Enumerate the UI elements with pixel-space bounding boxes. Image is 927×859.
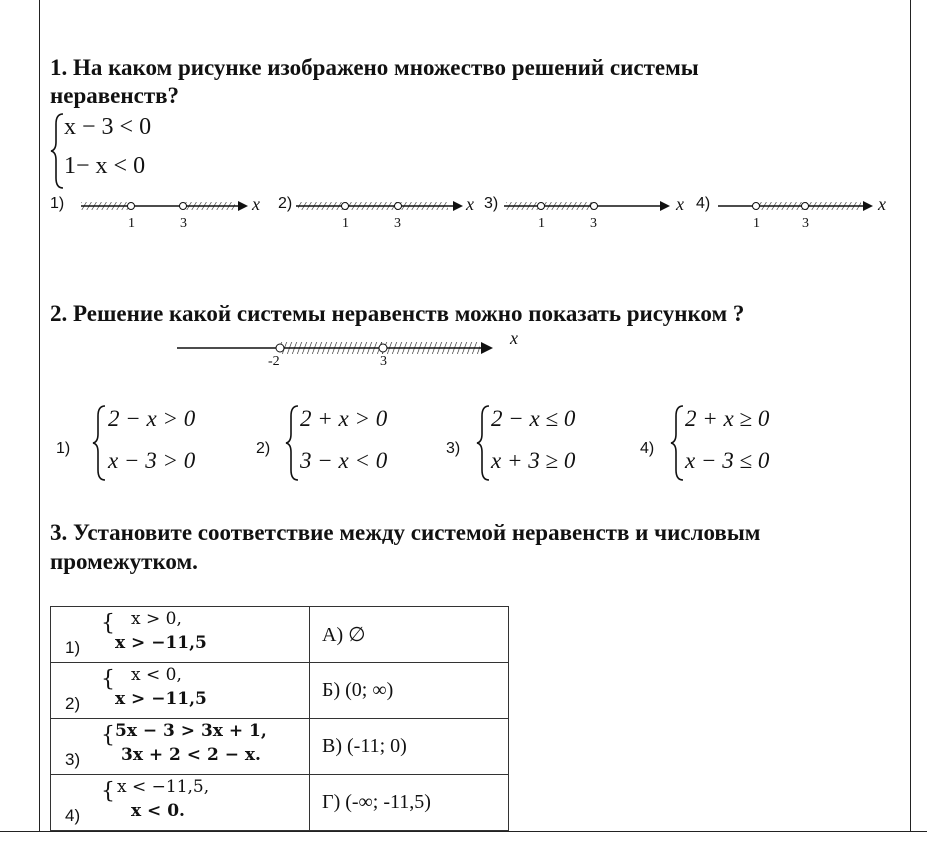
q3-row3-line2: 3x + 2 < 2 − x. xyxy=(121,745,261,765)
q1-title-line1: 1. На каком рисунке изображено множество решений системы xyxy=(50,55,699,80)
q3-row2-number: 2) xyxy=(65,694,81,713)
left-margin-line xyxy=(39,0,40,832)
table-row xyxy=(51,607,509,663)
q1-option1-tick1: 1 xyxy=(128,216,135,231)
q3-row1-brace: { xyxy=(101,611,115,636)
q1-option4-tick1: 1 xyxy=(753,216,760,231)
q3-row4-number: 4) xyxy=(65,806,81,825)
q3-matching-table xyxy=(50,606,509,831)
q2-option1-line1: 2 − x > 0 xyxy=(108,406,196,431)
q3-system-cell xyxy=(51,775,310,831)
q3-system-cell xyxy=(51,719,310,775)
q2-option2-line1: 2 + x > 0 xyxy=(300,406,388,431)
q2-axis-label: x xyxy=(510,328,518,348)
q2-option3-line1: 2 − x ≤ 0 xyxy=(491,406,576,431)
q2-option4-line2: x − 3 ≤ 0 xyxy=(685,448,770,473)
q1-option4-axis: x xyxy=(878,194,886,214)
q3-row3-brace: { xyxy=(101,723,115,748)
q3-row3-line1: 5x − 3 > 3x + 1, xyxy=(115,721,267,741)
q3-row4-line1: x < −11,5, xyxy=(117,777,210,797)
q1-option4-label: 4) xyxy=(696,195,711,212)
q1-system-line2: 1− x < 0 xyxy=(64,153,146,179)
q3-row2-brace: { xyxy=(101,667,115,692)
q3-row2-line2: x > −11,5 xyxy=(115,689,207,709)
bottom-rule xyxy=(0,831,927,832)
q2-option1-label: 1) xyxy=(56,440,71,457)
q1-title-line2: неравенств? xyxy=(50,83,180,108)
q1-option3-axis: x xyxy=(676,194,684,214)
q1-option2-axis: x xyxy=(466,194,474,214)
q2-option4-line1: 2 + x ≥ 0 xyxy=(685,406,770,431)
q3-row2-answer: Б) (0; ∞) xyxy=(310,663,509,719)
q3-row4-brace: { xyxy=(101,779,115,804)
q3-row4-line2: x < 0. xyxy=(131,801,185,821)
q1-system-line1: x − 3 < 0 xyxy=(64,114,152,140)
q3-row1-number: 1) xyxy=(65,638,81,657)
q2-option2-line2: 3 − x < 0 xyxy=(300,448,388,473)
q1-option4-tick3: 3 xyxy=(802,216,809,231)
q1-option2-label: 2) xyxy=(278,195,293,212)
q1-option3-tick1: 1 xyxy=(538,216,545,231)
q2-title: 2. Решение какой системы неравенств можно показать рисунком ? xyxy=(50,301,745,326)
q2-number-line xyxy=(175,332,515,372)
q3-system-cell xyxy=(51,607,310,663)
q2-option4-label: 4) xyxy=(640,440,655,457)
q3-row1-line1: x > 0, xyxy=(131,609,182,629)
q1-option3-tick3: 3 xyxy=(590,216,597,231)
q1-option1-label: 1) xyxy=(50,195,65,212)
q2-option4-brace xyxy=(670,404,686,482)
q2-option3-label: 3) xyxy=(446,440,461,457)
table-row xyxy=(51,775,509,831)
q3-row2-line1: x < 0, xyxy=(131,665,182,685)
q1-option1-axis: x xyxy=(252,194,260,214)
q2-option1-line2: x − 3 > 0 xyxy=(108,448,196,473)
q1-option2-tick1: 1 xyxy=(342,216,349,231)
q3-row3-answer: В) (-11; 0) xyxy=(310,719,509,775)
q1-option2-tick3: 3 xyxy=(394,216,401,231)
q2-option2-brace xyxy=(285,404,301,482)
q2-option3-brace xyxy=(476,404,492,482)
right-margin-line xyxy=(910,0,911,832)
q2-tick-minus2: -2 xyxy=(268,354,280,369)
q3-row1-line2: x > −11,5 xyxy=(115,633,207,653)
table-row xyxy=(51,719,509,775)
q1-option3-label: 3) xyxy=(484,195,499,212)
q3-row4-answer: Г) (-∞; -11,5) xyxy=(310,775,509,831)
q1-option1-tick3: 3 xyxy=(180,216,187,231)
q2-option3-line2: x + 3 ≥ 0 xyxy=(491,448,576,473)
q2-tick-3: 3 xyxy=(380,354,387,369)
q2-option1-brace xyxy=(92,404,108,482)
q3-title-line1: 3. Установите соответствие между системой неравенств и числовым xyxy=(50,520,761,545)
q3-title-line2: промежутком. xyxy=(50,549,198,574)
q3-row3-number: 3) xyxy=(65,750,81,769)
q2-option2-label: 2) xyxy=(256,440,271,457)
q3-system-cell xyxy=(51,663,310,719)
q3-row1-answer: А) ∅ xyxy=(310,607,509,663)
table-row xyxy=(51,663,509,719)
